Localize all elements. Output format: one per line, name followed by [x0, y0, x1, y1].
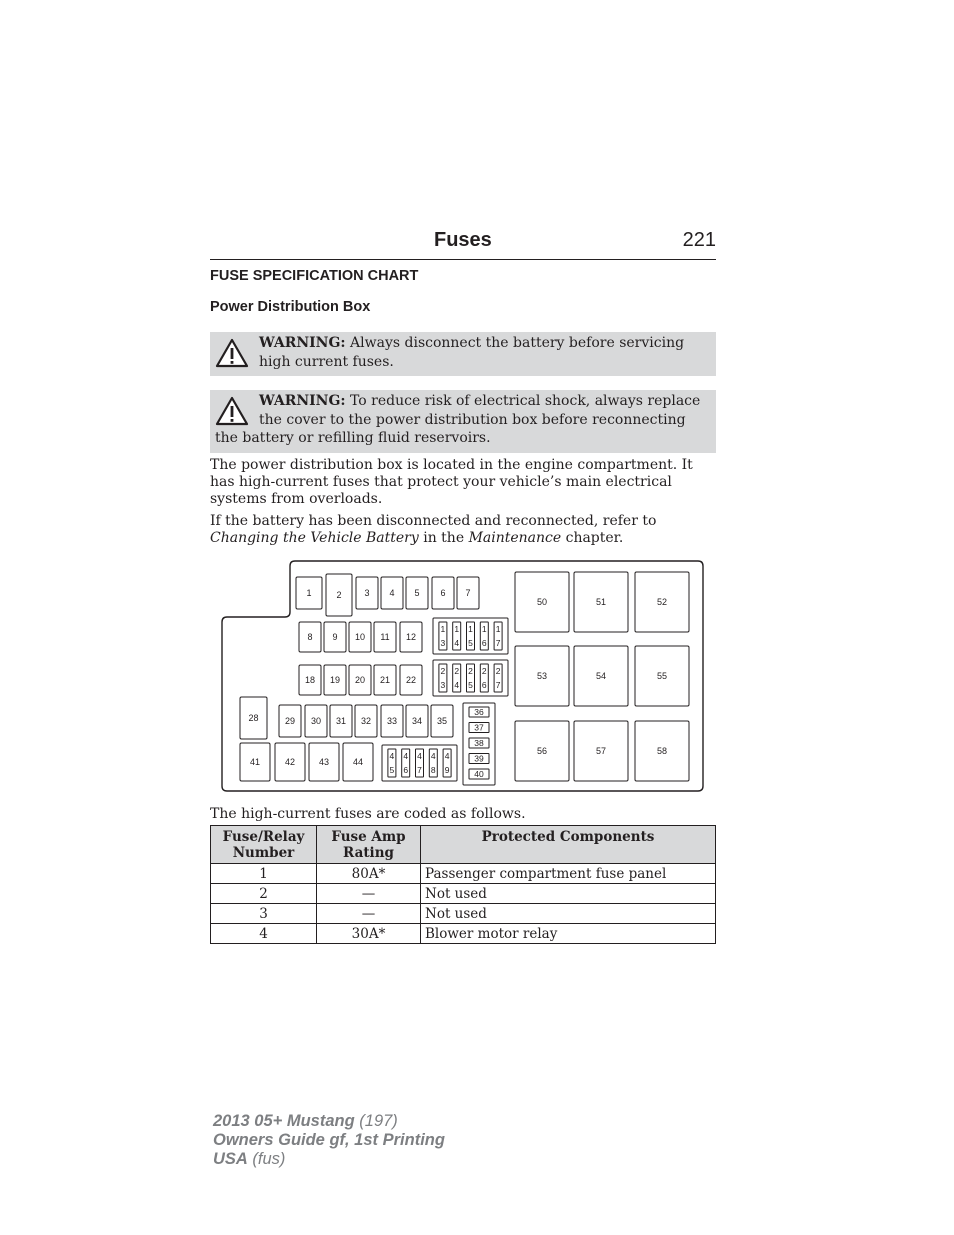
section-heading: FUSE SPECIFICATION CHART [210, 268, 419, 284]
column-header-fuse-number: Fuse/Relay Number [211, 826, 317, 864]
mini-fuse-label-49: 4 [444, 751, 450, 761]
fuse-label-32: 32 [360, 716, 372, 726]
fuse-label-42: 42 [284, 757, 296, 767]
footer-line-3: USA (fus) [213, 1150, 286, 1168]
fuse-label-37: 37 [474, 722, 484, 733]
fuse-label-30: 30 [310, 716, 322, 726]
fuse-label-34: 34 [411, 716, 423, 726]
page-header [210, 229, 716, 260]
fuse-label-20: 20 [354, 675, 366, 685]
table-row [211, 924, 716, 944]
table-caption: The high-current fuses are coded as follows. [210, 806, 526, 822]
fuse-label-38: 38 [474, 738, 484, 748]
table-row [211, 904, 716, 924]
fuse-label-8: 8 [307, 632, 313, 642]
mini-fuse-label-47: 4 [417, 751, 422, 761]
protected-component-cell: Passenger compartment fuse panel [421, 864, 716, 884]
fuse-label-51: 51 [595, 597, 607, 607]
warning-text: Always disconnect the battery before servicing high current fuses. [259, 335, 685, 370]
fuse-label-31: 31 [335, 716, 347, 726]
fuse-label-33: 33 [386, 716, 398, 726]
mini-fuse-label-14: 4 [454, 638, 460, 648]
fuse-label-36: 36 [474, 707, 484, 717]
fuse-label-57: 57 [595, 746, 607, 756]
page-footer [213, 1112, 445, 1169]
warning-box-2 [210, 390, 716, 453]
page-title: Fuses [434, 229, 492, 251]
mini-fuse-label-46: 6 [403, 765, 409, 775]
mini-fuse-label-14: 1 [454, 624, 460, 634]
fuse-label-2: 2 [336, 590, 342, 600]
mini-fuse-label-13: 3 [440, 638, 446, 648]
mini-fuse-label-15: 1 [468, 624, 473, 634]
warning-label: WARNING: [259, 393, 346, 409]
fuse-label-28: 28 [248, 713, 259, 723]
mini-fuse-label-23: 2 [440, 666, 446, 676]
mini-fuse-label-45: 5 [389, 765, 395, 775]
mini-fuse-label-48: 8 [430, 765, 436, 775]
mini-fuse-label-26: 2 [481, 666, 487, 676]
mini-fuse-label-45: 4 [389, 751, 395, 761]
amp-rating-cell: — [317, 904, 421, 924]
paragraph-text: If the battery has been disconnected and reconnected, refer to [210, 513, 657, 529]
fuse-label-11: 11 [380, 632, 390, 642]
footer-line-2: Owners Guide gf, 1st Printing [213, 1131, 445, 1149]
warning-triangle-icon [215, 338, 249, 368]
mini-fuse-label-17: 1 [495, 624, 501, 634]
warning-text: To reduce risk of electrical shock, always replace the cover to the power distribution box before reconnecting the battery or refilling fluid reservoirs. [215, 393, 701, 446]
protected-component-cell: Blower motor relay [421, 924, 716, 944]
mini-fuse-label-46: 4 [403, 751, 409, 761]
column-header-protected-components: Protected Components [421, 826, 716, 864]
mini-fuse-label-15: 5 [468, 638, 473, 648]
fuse-label-58: 58 [656, 746, 668, 756]
fuse-box-outline [220, 560, 706, 792]
table-header-row [211, 826, 716, 864]
amp-rating-cell: 80A* [317, 864, 421, 884]
fuse-label-18: 18 [304, 675, 316, 685]
amp-rating-cell: — [317, 884, 421, 904]
mini-fuse-label-16: 1 [481, 624, 487, 634]
power-distribution-box-diagram [220, 560, 706, 792]
fuse-label-40: 40 [474, 769, 484, 779]
fuse-label-19: 19 [329, 675, 341, 685]
column-header-amp-rating: Fuse Amp Rating [317, 826, 421, 864]
fuse-label-1: 1 [306, 588, 312, 598]
fuse-number-cell: 1 [211, 864, 317, 884]
paragraph-text: in the [418, 530, 469, 546]
fuse-label-21: 21 [379, 675, 391, 685]
fuse-label-44: 44 [352, 757, 364, 767]
mini-fuse-label-48: 4 [430, 751, 436, 761]
warning-box-1 [210, 332, 716, 376]
mini-fuse-label-16: 6 [481, 638, 487, 648]
fuse-label-3: 3 [364, 588, 370, 598]
footer-line-1: 2013 05+ Mustang (197) [213, 1112, 398, 1130]
fuse-label-10: 10 [354, 632, 366, 642]
fuse-label-7: 7 [465, 588, 471, 598]
page-number: 221 [682, 229, 716, 251]
fuse-label-6: 6 [440, 588, 446, 598]
mini-fuse-label-24: 4 [454, 680, 460, 690]
fuse-label-54: 54 [595, 671, 607, 681]
warning-triangle-icon [215, 396, 249, 426]
fuse-specification-table [210, 825, 716, 944]
table-row [211, 864, 716, 884]
mini-fuse-label-49: 9 [444, 765, 450, 775]
mini-fuse-label-25: 5 [468, 680, 473, 690]
mini-fuse-label-27: 7 [495, 680, 501, 690]
fuse-label-12: 12 [405, 632, 417, 642]
fuse-label-35: 35 [436, 716, 448, 726]
chapter-reference-link[interactable]: Maintenance [468, 530, 562, 546]
fuse-label-43: 43 [318, 757, 330, 767]
fuse-label-4: 4 [389, 588, 395, 598]
fuse-label-56: 56 [536, 746, 548, 756]
fuse-label-22: 22 [405, 675, 417, 685]
protected-component-cell: Not used [421, 884, 716, 904]
paragraph-text: chapter. [561, 530, 624, 546]
fuse-number-cell: 2 [211, 884, 317, 904]
mini-fuse-label-17: 7 [495, 638, 501, 648]
fuse-number-cell: 3 [211, 904, 317, 924]
mini-fuse-label-25: 2 [468, 666, 473, 676]
subsection-heading: Power Distribution Box [210, 299, 371, 315]
protected-component-cell: Not used [421, 904, 716, 924]
table-row [211, 884, 716, 904]
fuse-label-41: 41 [249, 757, 261, 767]
fuse-label-9: 9 [332, 632, 338, 642]
fuse-label-50: 50 [536, 597, 548, 607]
fuse-label-39: 39 [474, 753, 484, 764]
mini-fuse-label-47: 7 [417, 765, 422, 775]
body-paragraph-1: The power distribution box is located in the engine compartment. It has high-current fuses that protect your vehicle’s main electrical systems from overloads. [210, 457, 693, 507]
warning-label: WARNING: [259, 335, 346, 351]
mini-fuse-label-24: 2 [454, 666, 460, 676]
mini-fuse-label-27: 2 [495, 666, 501, 676]
mini-fuse-label-26: 6 [481, 680, 487, 690]
fuse-label-29: 29 [284, 716, 296, 726]
mini-fuse-label-13: 1 [440, 624, 446, 634]
fuse-label-53: 53 [536, 671, 548, 681]
fuse-label-55: 55 [656, 671, 668, 681]
fuse-label-5: 5 [414, 588, 420, 598]
mini-fuse-label-23: 3 [440, 680, 446, 690]
fuse-label-52: 52 [656, 597, 668, 607]
cross-reference-link[interactable]: Changing the Vehicle Battery [210, 530, 419, 546]
fuse-number-cell: 4 [211, 924, 317, 944]
body-paragraph-2 [210, 513, 716, 547]
amp-rating-cell: 30A* [317, 924, 421, 944]
